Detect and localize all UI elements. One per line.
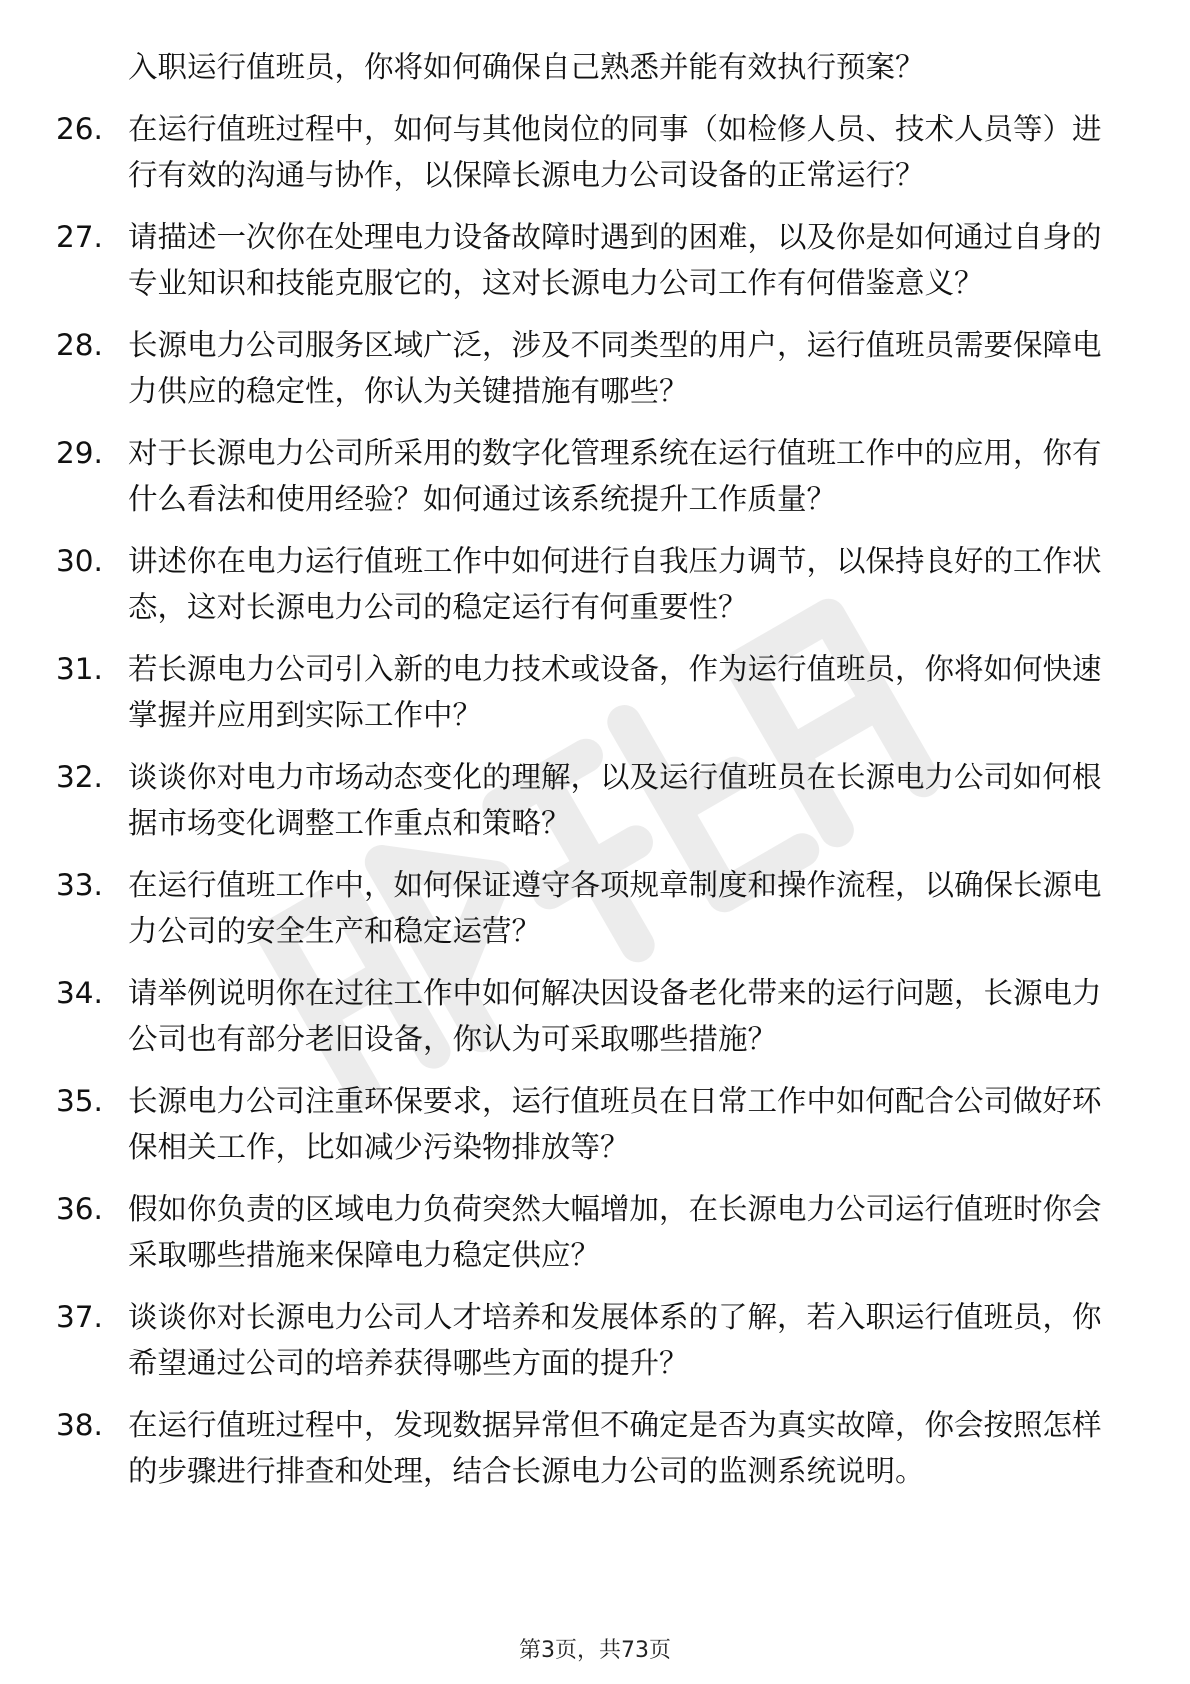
question-text: 对于长源电力公司所采用的数字化管理系统在运行值班工作中的应用，你有什么看法和使用经验？如何通过该系统提升工作质量？ <box>128 436 1102 516</box>
list-item <box>0 1186 1110 1278</box>
question-number: 30. <box>56 544 103 578</box>
question-number: 33. <box>56 868 103 902</box>
question-text: 请描述一次你在处理电力设备故障时遇到的困难，以及你是如何通过自身的专业知识和技能克服它的，这对长源电力公司工作有何借鉴意义？ <box>128 220 1102 300</box>
question-text: 请举例说明你在过往工作中如何解决因设备老化带来的运行问题，长源电力公司也有部分老旧设备，你认为可采取哪些措施？ <box>128 976 1102 1056</box>
question-number: 31. <box>56 652 103 686</box>
question-number: 37. <box>56 1300 103 1334</box>
question-text: 若长源电力公司引入新的电力技术或设备，作为运行值班员，你将如何快速掌握并应用到实际工作中？ <box>128 652 1102 732</box>
question-text: 在运行值班过程中，发现数据异常但不确定是否为真实故障，你会按照怎样的步骤进行排查和处理，结合长源电力公司的监测系统说明。 <box>128 1408 1102 1488</box>
question-number: 26. <box>56 112 103 146</box>
page-footer <box>0 1636 1190 1666</box>
question-text: 长源电力公司注重环保要求，运行值班员在日常工作中如何配合公司做好环保相关工作，比如减少污染物排放等？ <box>128 1084 1102 1164</box>
list-item <box>0 862 1110 954</box>
list-item <box>0 1078 1110 1170</box>
list-item <box>0 1294 1110 1386</box>
list-item <box>0 646 1110 738</box>
question-number: 28. <box>56 328 103 362</box>
list-item <box>0 538 1110 630</box>
list-item <box>0 754 1110 846</box>
question-text: 长源电力公司服务区域广泛，涉及不同类型的用户，运行值班员需要保障电力供应的稳定性，你认为关键措施有哪些？ <box>128 328 1102 408</box>
question-list <box>0 106 1190 1510</box>
continuation-text: 入职运行值班员，你将如何确保自己熟悉并能有效执行预案？ <box>128 50 925 84</box>
list-item <box>0 106 1110 198</box>
question-text: 谈谈你对长源电力公司人才培养和发展体系的了解，若入职运行值班员，你希望通过公司的培养获得哪些方面的提升？ <box>128 1300 1102 1380</box>
page-number-label: 第3页，共73页 <box>519 1638 671 1663</box>
question-number: 34. <box>56 976 103 1010</box>
question-number: 32. <box>56 760 103 794</box>
list-item <box>0 214 1110 306</box>
list-item <box>0 322 1110 414</box>
question-text: 假如你负责的区域电力负荷突然大幅增加，在长源电力公司运行值班时你会采取哪些措施来保障电力稳定供应？ <box>128 1192 1102 1272</box>
question-text: 谈谈你对电力市场动态变化的理解，以及运行值班员在长源电力公司如何根据市场变化调整工作重点和策略？ <box>128 760 1102 840</box>
list-item <box>0 430 1110 522</box>
list-item <box>0 1402 1110 1494</box>
question-number: 35. <box>56 1084 103 1118</box>
question-number: 38. <box>56 1408 103 1442</box>
question-number: 29. <box>56 436 103 470</box>
question-number: 27. <box>56 220 103 254</box>
list-item <box>0 970 1110 1062</box>
question-text: 在运行值班工作中，如何保证遵守各项规章制度和操作流程，以确保长源电力公司的安全生产和稳定运营？ <box>128 868 1102 948</box>
question-number: 36. <box>56 1192 103 1226</box>
question-text: 在运行值班过程中，如何与其他岗位的同事（如检修人员、技术人员等）进行有效的沟通与协作，以保障长源电力公司设备的正常运行？ <box>128 112 1102 192</box>
question-text: 讲述你在电力运行值班工作中如何进行自我压力调节，以保持良好的工作状态，这对长源电力公司的稳定运行有何重要性？ <box>128 544 1102 624</box>
